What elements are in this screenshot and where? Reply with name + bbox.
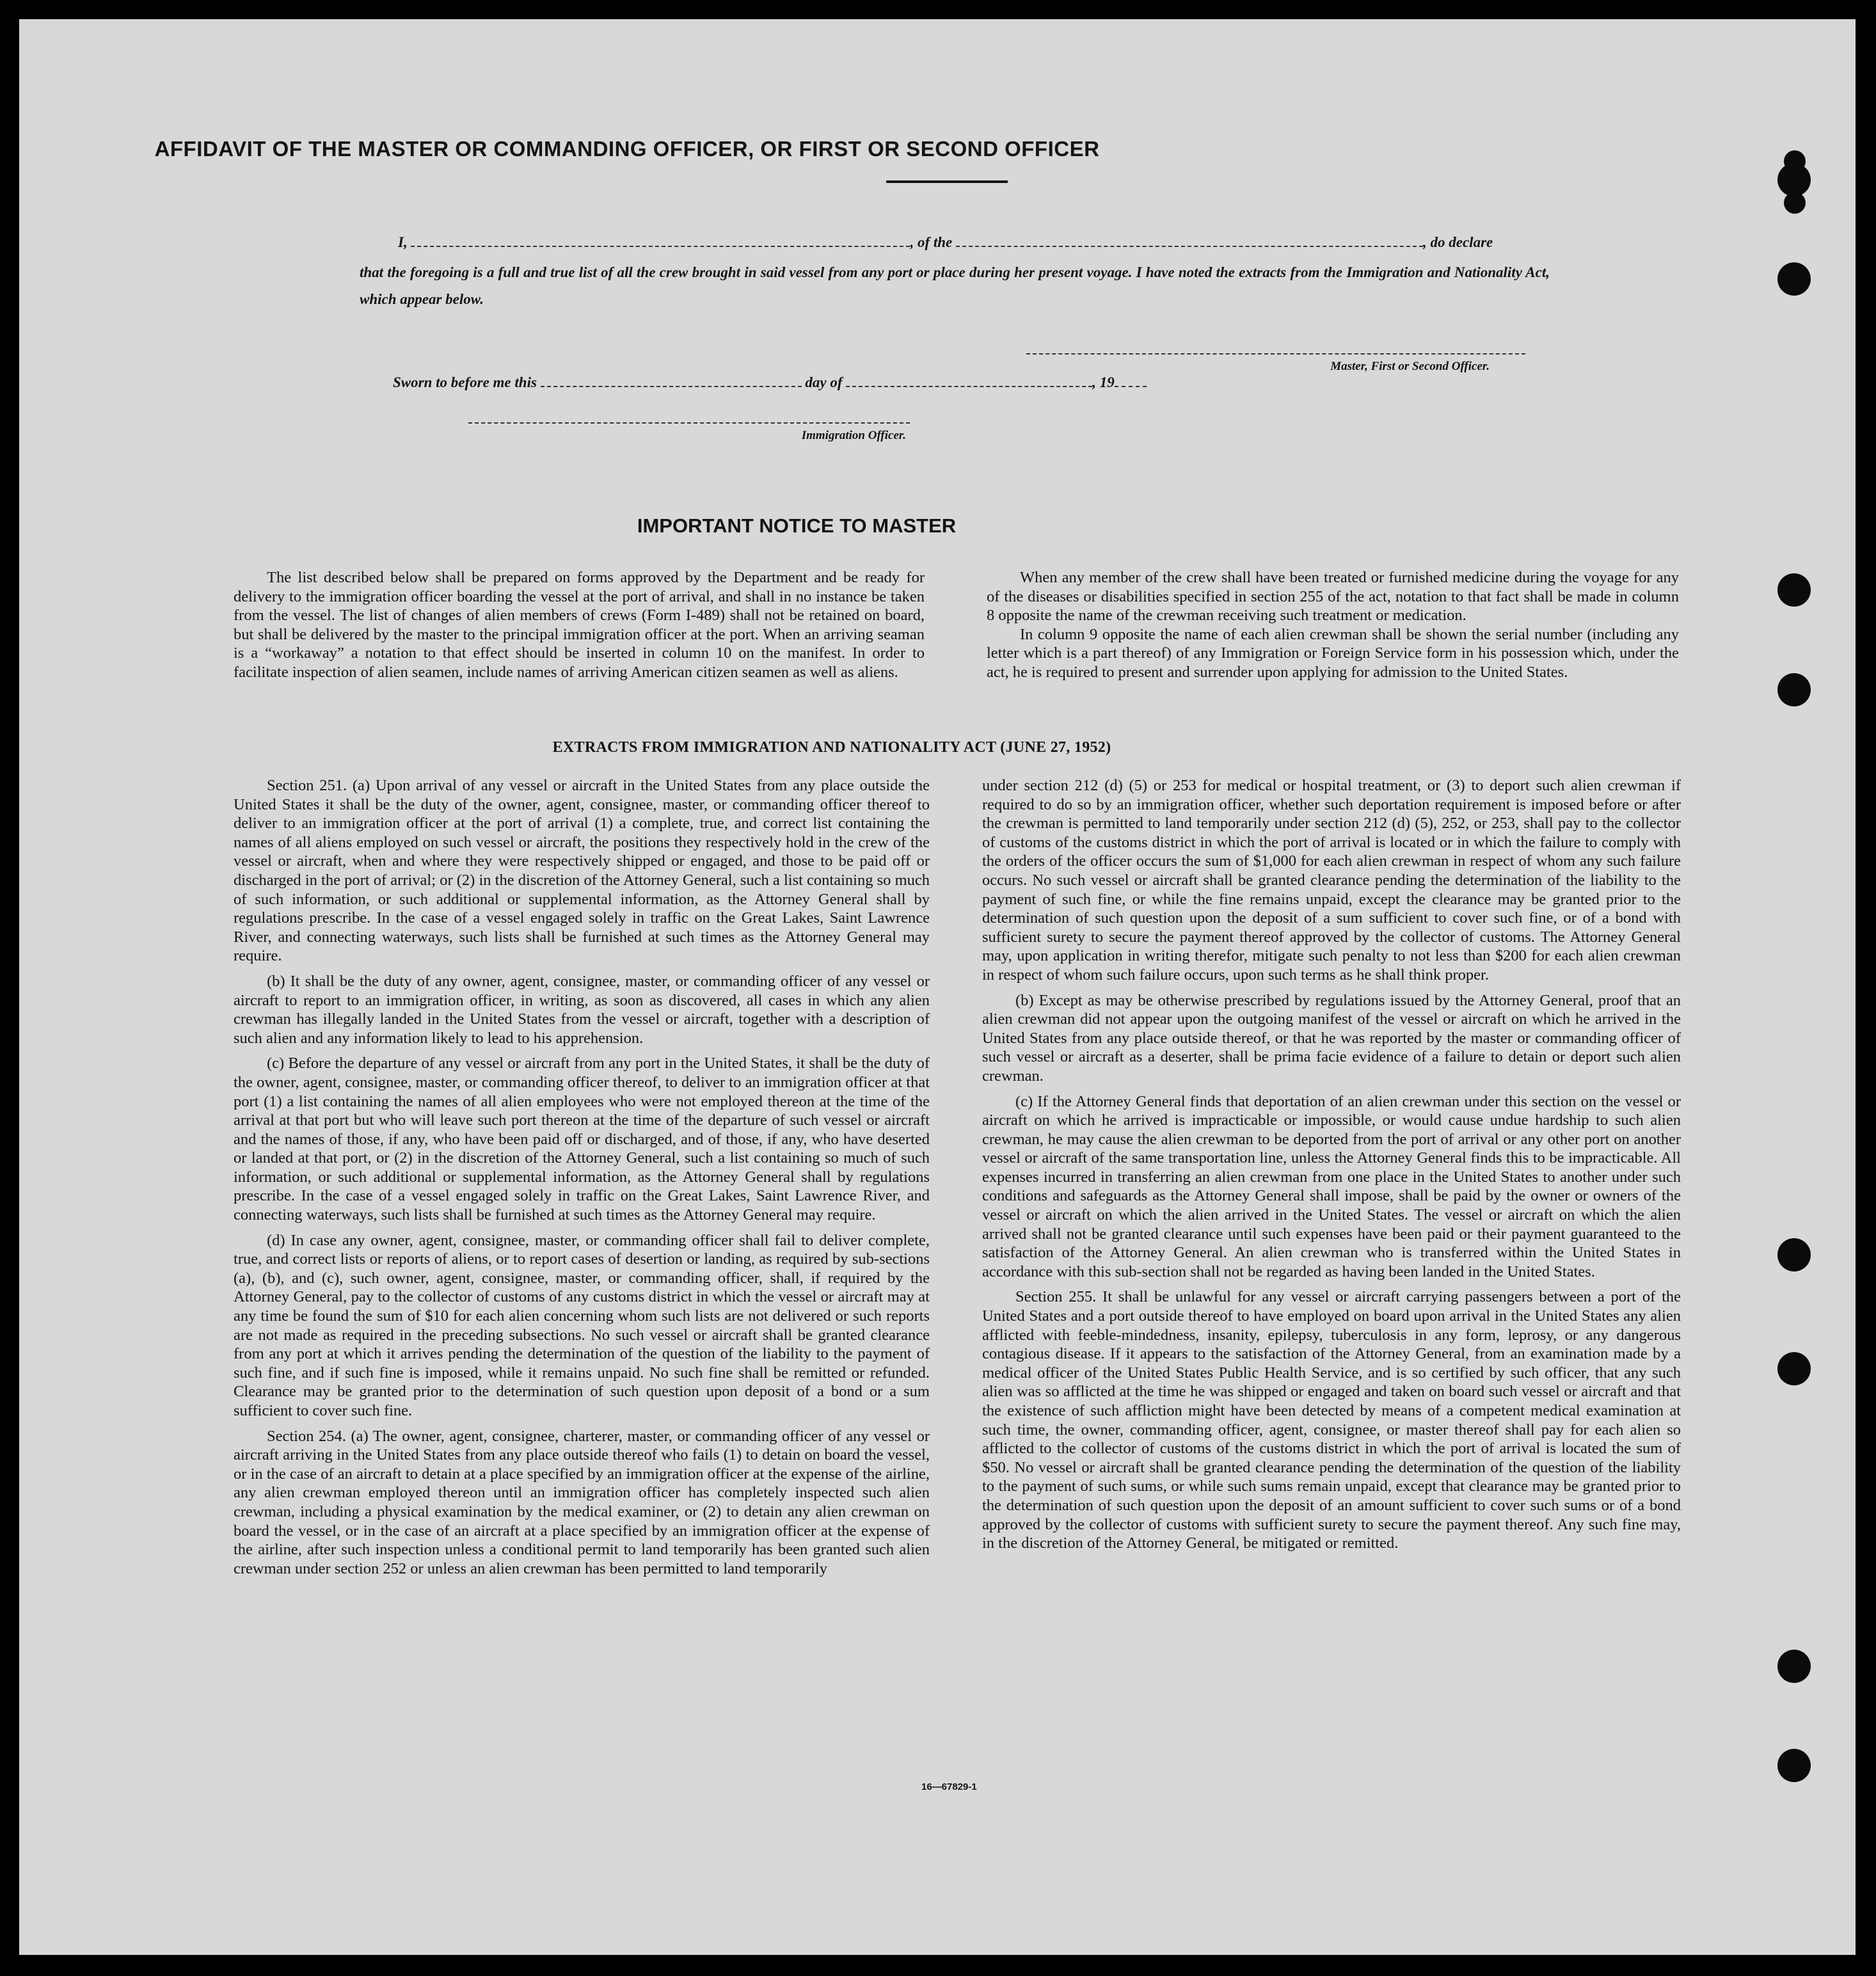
punch-hole bbox=[1777, 1749, 1811, 1782]
declaration-prefix: I, bbox=[398, 234, 408, 250]
punch-hole bbox=[1777, 573, 1811, 607]
extract-paragraph: Section 251. (a) Upon arrival of any vessel or aircraft in the United States from any place outside the United States it shall be the duty of the owner, agent, consignee, master, or commanding officer thereof to deliver to an immigration officer at the port of arrival (1) a complete, true, and correct list containing the names of all aliens employed on such vessel or aircraft, the positions they respectively hold in the crew of the vessel or aircraft, when and where they were respectively shipped or engaged, and those to be paid off or discharged in the port of arrival; or (2) in the discretion of the Attorney General, such a list containing so much of such information, or such additional or supplemental information, as the Attorney General shall by regulations prescribe. In the case of a vessel engaged solely in traffic on the Great Lakes, Saint Lawrence River, and connecting waterways, such lists shall be furnished at such times as the Attorney General may require. bbox=[234, 777, 930, 965]
declaration-text: that the foregoing is a full and true list of all the crew brought in said vessel from any port or place during her present voyage. I have noted the extracts from the Immigration and Nationality Act, which appear below. bbox=[360, 264, 1550, 307]
extract-paragraph: Section 254. (a) The owner, agent, consignee, charterer, master, or commanding officer of any vessel or aircraft arriving in the United States from any place outside thereof who fails (1) to detain on board the vessel, or in the case of an aircraft to detain at a place specified by an immigration officer at the expense of the airline, any alien crewman employed thereon until an immigration officer has completely inspected such alien crewman, including a physical examination by the medical examiner, or (2) to detain any alien crewman on board the vessel, or in the case of an aircraft at a place specified by an immigration officer at the expense of the airline, after such inspection unless a conditional permit to land temporarily has been granted such alien crewman under section 252 or unless an alien crewman has been permitted to land temporarily bbox=[234, 1427, 930, 1577]
extract-paragraph: (c) Before the departure of any vessel or aircraft from any port in the United States, it shall be the duty of the owner, agent, consignee, master, or commanding officer thereof, to deliver to an immigration officer at that port (1) a list containing the names of all alien employees who were not employed thereon at the time of the arrival at that port but who will leave such port thereon at the time of the departure of such vessel or aircraft and the names of those, if any, who have been paid off or discharged, and of those, if any, who have deserted or landed at that port, or (2) in the discretion of the Attorney General, such a list containing so much of such information, or such additional or supplemental information, as the Attorney General shall by regulations prescribe. In the case of a vessel engaged solely in traffic on the Great Lakes, Saint Lawrence River, and connecting waterways, such lists shall be furnished at such times as the Attorney General may require. bbox=[234, 1055, 930, 1224]
day-of-label: day of bbox=[805, 374, 843, 390]
sworn-line bbox=[393, 374, 1147, 391]
extract-paragraph: (d) In case any owner, agent, consignee, master, or commanding officer shall fail to deliver complete, true, and correct lists or reports of aliens, or to report cases of desertion or landing, as required by sub-sections (a), (b), and (c), such owner, agent, consignee, master, or commanding officer, shall, if required by the Attorney General, pay to the collector of customs of any customs district in which the vessel or aircraft may at any time be found the sum of $10 for each alien concerning whom such lists are not delivered or such reports are not made as required in the preceding subsections. No such vessel or aircraft shall be granted clearance from any port at which it arrives pending the determination of the question of the liability to the payment of such fine, and if such fine is imposed, while it remains unpaid. No such fine shall be remitted or refunded. Clearance may be granted prior to the determination of such question upon deposit of a bond or a sum sufficient to cover such fine. bbox=[234, 1231, 930, 1419]
master-signature-blank[interactable] bbox=[1026, 342, 1525, 355]
punch-hole bbox=[1784, 192, 1806, 214]
punch-hole bbox=[1777, 1238, 1811, 1271]
sworn-day-blank[interactable] bbox=[541, 374, 802, 387]
extract-paragraph: (c) If the Attorney General finds that deportation of an alien crewman under this section on the vessel or aircraft on which he arrived is impracticable or impossible, or would cause undue hardship to such alien crewman, he may cause the alien crewman to be deported from the port of arrival or any other port on another vessel or aircraft of the same transportation line, unless the Attorney General finds this to be impracticable. All expenses incurred in transferring an alien crewman from one place in the United States to another under such conditions and safeguards as the Attorney General shall impose, shall be paid by the owner or owners of the vessel or aircraft on which the alien arrived in the United States. The vessel or aircraft on which the alien arrived shall not be granted clearance until such expenses have been paid or their payment guaranteed to the satisfaction of the Attorney General. An alien crewman who is transferred within the United States in accordance with this sub-section shall not be regarded as having been landed in the United States. bbox=[982, 1092, 1681, 1280]
extract-paragraph: (b) Except as may be otherwise prescribed by regulations issued by the Attorney General, proof that an alien crewman did not appear upon the outgoing manifest of the vessel or aircraft on which he arrived in the United States from any place outside thereof, or that he was reported by the master or commanding officer of such vessel or aircraft as a deserter, shall be prima facie evidence of a failure to detain or deport such alien crewman. bbox=[982, 991, 1681, 1085]
form-number: 16—67829-1 bbox=[921, 1781, 977, 1792]
notice-left-column bbox=[234, 568, 925, 682]
notice-paragraph: When any member of the crew shall have been treated or furnished medicine during the voyage for any of the diseases or disabilities specified in section 255 of the act, notation to that fact shall be made in column 8 opposite the name of the crewman receiving such treatment or medication. bbox=[987, 569, 1679, 625]
master-signature bbox=[1026, 342, 1525, 374]
extracts-left-column bbox=[234, 776, 930, 1578]
officer-signature-label: Immigration Officer. bbox=[801, 429, 906, 442]
notice-right-column bbox=[987, 568, 1679, 682]
extract-paragraph: (b) It shall be the duty of any owner, agent, consignee, master, or commanding officer of any vessel or aircraft to report to an immigration officer, in writing, as soon as discovered, all cases in which any alien crewman has illegally landed in the United States from the vessel or aircraft, together with a description of such alien and any information likely to lead to his apprehension. bbox=[234, 972, 930, 1047]
affidavit-title: AFFIDAVIT OF THE MASTER OR COMMANDING OFFICER, OR FIRST OR SECOND OFFICER bbox=[154, 137, 1100, 161]
notice-title: IMPORTANT NOTICE TO MASTER bbox=[637, 514, 957, 537]
notice-paragraph: In column 9 opposite the name of each alien crewman shall be shown the serial number (including any letter which is a part thereof) of any Immigration or Foreign Service form in his possession which, under the act, he is required to present and surrender upon applying for admission to the United States. bbox=[987, 625, 1679, 681]
punch-hole bbox=[1777, 1352, 1811, 1385]
declaration-line bbox=[398, 234, 1550, 251]
extract-paragraph: Section 255. It shall be unlawful for any vessel or aircraft carrying passengers between a port of the United States and a port outside thereof to have employed on board upon arrival in the United States any alien afflicted with feeble-mindedness, insanity, epilepsy, tuberculosis in any form, leprosy, or any dangerous contagious disease. If it appears to the satisfaction of the Attorney General, from an examination made by a medical officer of the United States Public Health Service, and is so certified by such officer, that any such alien was so afflicted at the time he was shipped or engaged and taken on board such vessel or aircraft and that the existence of such affliction might have been detected by means of a competent medical examination at such time, the owner, commanding officer, agent, consignee, or master thereof shall pay for each alien so afflicted to the collector of customs of the customs district in which the port of arrival is located the sum of $50. No vessel or aircraft shall be granted clearance pending the determination of the question of the liability to the payment of such sums, or while such sums remain unpaid, except that clearance may be granted prior to the determination of such question upon the deposit of an amount sufficient to cover such sums or of a bond approved by the collector of customs with sufficient surety to secure the payment thereof. Any such fine may, in the discretion of the Attorney General, be mitigated or remitted. bbox=[982, 1288, 1681, 1552]
year-prefix: , 19 bbox=[1092, 374, 1115, 390]
extracts-right-column bbox=[982, 776, 1681, 1553]
vessel-blank[interactable] bbox=[956, 234, 1423, 247]
affidavit-page bbox=[19, 19, 1856, 1955]
punch-hole bbox=[1777, 1650, 1811, 1683]
declaration-suffix: , do declare bbox=[1423, 234, 1493, 250]
master-signature-label: Master, First or Second Officer. bbox=[1330, 360, 1490, 373]
punch-hole bbox=[1777, 673, 1811, 706]
punch-hole bbox=[1777, 262, 1811, 296]
officer-signature bbox=[468, 411, 910, 443]
extracts-title: EXTRACTS FROM IMMIGRATION AND NATIONALITY ACT (JUNE 27, 1952) bbox=[552, 739, 1111, 756]
officer-signature-blank[interactable] bbox=[468, 411, 910, 424]
sworn-label: Sworn to before me this bbox=[393, 374, 537, 390]
name-blank[interactable] bbox=[411, 234, 910, 247]
notice-paragraph: The list described below shall be prepared on forms approved by the Department and be ready for delivery to the immigration officer boarding the vessel at the port of arrival, and shall in no instance be taken from the vessel. The list of changes of alien members of crews (Form I-489) shall not be retained on board, but shall be delivered by the master to the principal immigration officer at the port. When an arriving seaman is a “workaway” a notation to that effect should be inserted in column 10 on the manifest. In order to facilitate inspection of alien seamen, include names of arriving American citizen seamen as well as aliens. bbox=[234, 569, 925, 681]
title-divider bbox=[886, 180, 1008, 183]
extract-paragraph: under section 212 (d) (5) or 253 for medical or hospital treatment, or (3) to deport such alien crewman if required to do so by an immigration officer, whether such deportation requirement is imposed before or after the crewman is permitted to land temporarily under section 212 (d) (5), 252, or 253, shall pay to the collector of customs of the customs district in which the port of arrival is located or in which the failure to comply with the orders of the officer occurs the sum of $1,000 for each alien crewman in respect of whom any such failure occurs. No such vessel or aircraft shall be granted clearance pending the determination of the liability to the payment of such fine, or while the fine remains unpaid, except the clearance may be granted prior to the determination of such question upon the deposit of a sum sufficient to cover such fine, or of a bond with sufficient surety to secure the payment thereof approved by the collector of customs. The Attorney General may, upon application in writing therefor, mitigate such penalty to not less than $200 for each alien crewman in respect of whom such failure occurs, upon such terms as he shall think proper. bbox=[982, 777, 1681, 984]
sworn-year-blank[interactable] bbox=[1115, 374, 1147, 387]
declaration-of: , of the bbox=[910, 234, 953, 250]
sworn-month-blank[interactable] bbox=[846, 374, 1092, 387]
